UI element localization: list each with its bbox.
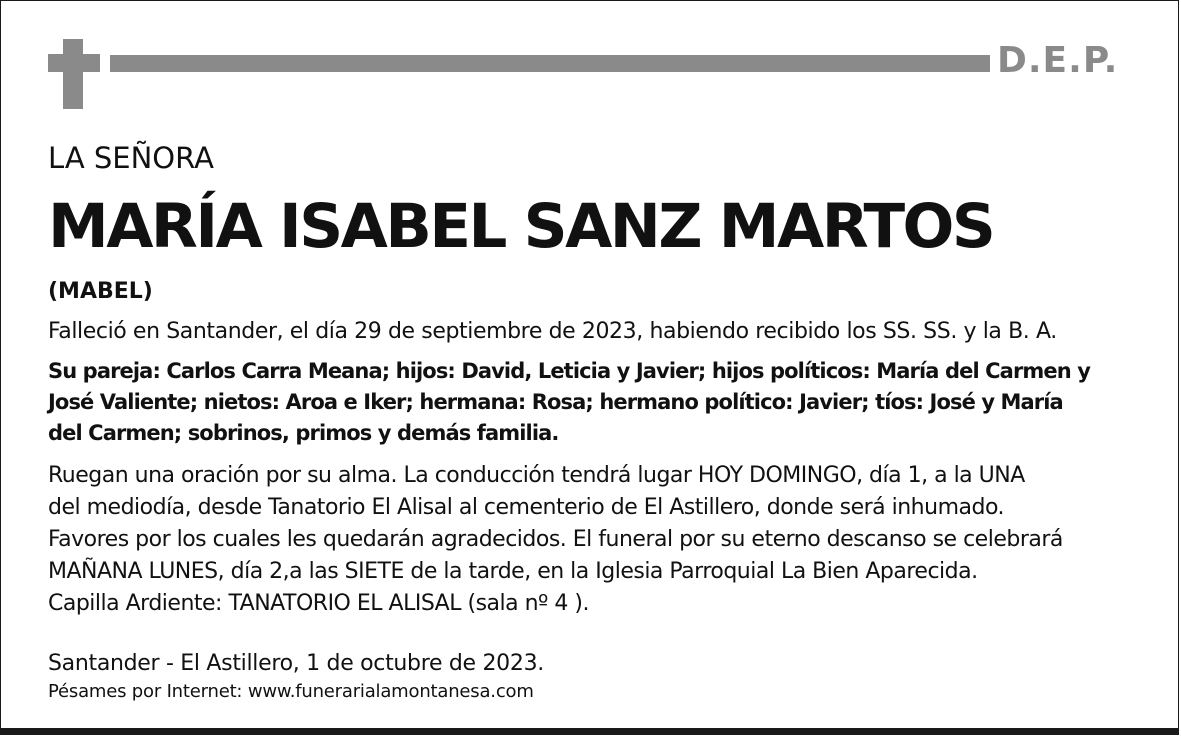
nickname: (MABEL) — [48, 279, 153, 304]
header-rule — [110, 55, 990, 72]
funeral-line: Capilla Ardiente: TANATORIO EL ALISAL (sala nº 4 ). — [48, 591, 589, 616]
funeral-line: del mediodía, desde Tanatorio El Alisal al cementerio de El Astillero, donde será inhumado. — [48, 495, 1005, 520]
family-line: Su pareja: Carlos Carra Meana; hijos: David, Leticia y Javier; hijos políticos: María del Carmen y — [48, 359, 1090, 383]
salutation: LA SEÑORA — [48, 141, 214, 175]
place-date: Santander - El Astillero, 1 de octubre de 2023. — [48, 651, 544, 676]
bottom-border — [1, 728, 1178, 734]
family-line: José Valiente; nietos: Aroa e Iker; hermana: Rosa; hermano político: Javier; tíos: José y María — [48, 390, 1063, 414]
funeral-line: MAÑANA LUNES, día 2,a las SIETE de la tarde, en la Iglesia Parroquial La Bien Aparecida. — [48, 559, 978, 584]
deceased-name: MARÍA ISABEL SANZ MARTOS — [48, 191, 994, 262]
funeral-line: Ruegan una oración por su alma. La conducción tendrá lugar HOY DOMINGO, día 1, a la UNA — [48, 463, 1025, 488]
family-paragraph — [48, 356, 1090, 449]
funeral-paragraph — [48, 460, 1063, 620]
dep-badge: D.E.P. — [997, 40, 1119, 81]
family-line: del Carmen; sobrinos, primos y demás familia. — [48, 421, 559, 445]
death-statement: Falleció en Santander, el día 29 de septiembre de 2023, habiendo recibido los SS. SS. y la B. A. — [48, 319, 1057, 344]
cross-icon — [48, 39, 100, 109]
condolences-website: Pésames por Internet: www.funerarialamontanesa.com — [48, 681, 534, 702]
funeral-line: Favores por los cuales les quedarán agradecidos. El funeral por su eterno descanso se celebrará — [48, 527, 1063, 552]
